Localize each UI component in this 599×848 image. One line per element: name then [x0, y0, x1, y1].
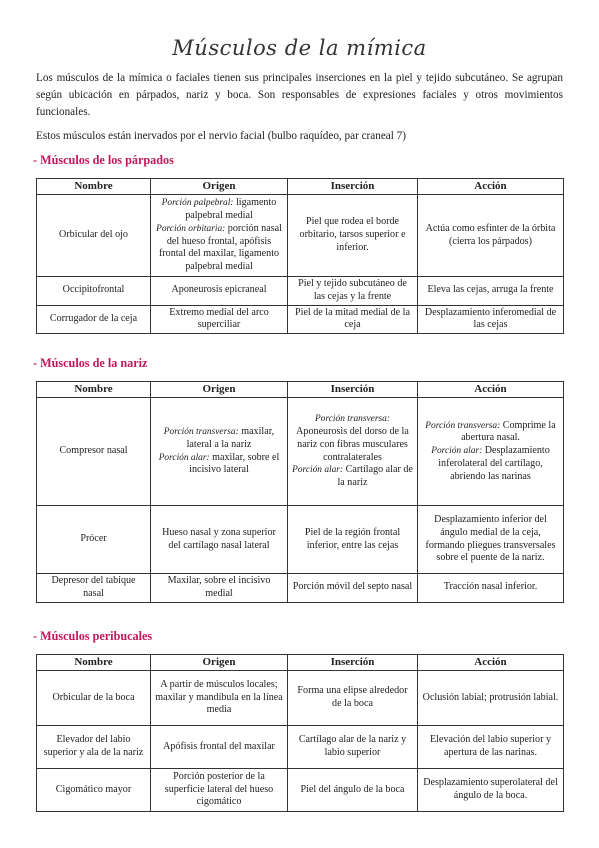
table-row	[37, 195, 564, 277]
cell-text: porción nasal del hueso frontal, apófisis frontal del maxilar, ligamento palpebral medial	[158, 222, 282, 273]
cell-insercion: Forma una elipse alrededor de la boca	[288, 671, 418, 726]
cell-nombre: Occipitofrontal	[37, 277, 151, 306]
header-insercion: Inserción	[288, 382, 418, 398]
portion-label: Porción alar:	[292, 465, 344, 476]
cell-nombre: Corrugador de la ceja	[37, 305, 151, 334]
table-row	[37, 506, 564, 574]
cell-insercion: Cartílago alar de la nariz y labio superior	[288, 726, 418, 769]
page-title: Músculos de la mímica	[172, 36, 427, 60]
portion-label: Porción transversa:	[425, 420, 501, 431]
section-title-nariz: - Músculos de la nariz	[33, 356, 148, 370]
cell-nombre: Elevador del labio superior y ala de la nariz	[37, 726, 151, 769]
cell-text: maxilar, lateral a la nariz	[186, 425, 275, 450]
cell-origen: Maxilar, sobre el incisivo medial	[151, 574, 288, 603]
cell-origen: Apófisis frontal del maxilar	[151, 726, 288, 769]
cell-nombre: Cigomático mayor	[37, 769, 151, 812]
section-title-peribucales: - Músculos peribucales	[33, 629, 153, 643]
cell-origen	[151, 398, 288, 506]
table-row	[37, 398, 564, 506]
cell-insercion: Piel que rodea el borde orbitario, tarsos superior e inferior.	[288, 195, 418, 277]
table-row	[37, 671, 564, 726]
cell-nombre: Prócer	[37, 506, 151, 574]
cell-origen: Hueso nasal y zona superior del cartílago nasal lateral	[151, 506, 288, 574]
header-insercion: Inserción	[288, 179, 418, 195]
table-row	[37, 277, 564, 306]
cell-insercion: Piel de la región frontal inferior, entre las cejas	[288, 506, 418, 574]
cell-origen: Aponeurosis epicraneal	[151, 277, 288, 306]
cell-origen: Porción posterior de la superficie lateral del hueso cigomático	[151, 769, 288, 812]
header-accion: Acción	[418, 655, 564, 671]
cell-insercion	[288, 398, 418, 506]
cell-accion: Elevación del labio superior y apertura de las narinas.	[418, 726, 564, 769]
table-nariz	[36, 381, 564, 603]
header-nombre: Nombre	[37, 179, 151, 195]
cell-insercion: Piel y tejido subcutáneo de las cejas y la frente	[288, 277, 418, 306]
table-header-row	[37, 655, 564, 671]
portion-label: Porción alar:	[158, 452, 210, 463]
header-insercion: Inserción	[288, 655, 418, 671]
portion-label: Porción transversa:	[163, 426, 239, 437]
table-row	[37, 305, 564, 334]
table-row	[37, 574, 564, 603]
cell-text: Comprime la abertura nasal.	[461, 419, 556, 444]
cell-accion: Oclusión labial; protrusión labial.	[418, 671, 564, 726]
portion-label: Porción palpebral:	[161, 198, 234, 209]
cell-text: maxilar, sobre el incisivo lateral	[189, 451, 280, 476]
cell-accion: Desplazamiento superolateral del ángulo de la boca.	[418, 769, 564, 812]
cell-text: ligamento palpebral medial	[185, 197, 277, 221]
cell-text: Desplazamiento inferolateral del cartílago, abriendo las narinas	[438, 445, 550, 482]
header-origen: Origen	[151, 179, 288, 195]
table-parpados	[36, 178, 564, 334]
intro-paragraph: Los músculos de la mímica o faciales tienen sus principales inserciones en la piel y tejido subcutáneo. Se agrupan según ubicación en párpados, nariz y boca. Son responsables de expresiones faciales y otros movimientos funcionales.	[36, 72, 563, 118]
table-header-row	[37, 179, 564, 195]
table-header-row	[37, 382, 564, 398]
header-accion: Acción	[418, 179, 564, 195]
portion-label: Porción orbitaria:	[156, 223, 226, 234]
cell-accion: Desplazamiento inferomedial de las cejas	[418, 305, 564, 334]
cell-accion	[418, 398, 564, 506]
cell-origen: A partir de músculos locales; maxilar y mandíbula en la línea media	[151, 671, 288, 726]
portion-label: Porción alar:	[431, 446, 483, 457]
cell-insercion: Piel del ángulo de la boca	[288, 769, 418, 812]
portion-label: Porción transversa:	[315, 414, 390, 425]
cell-nombre: Orbicular de la boca	[37, 671, 151, 726]
cell-origen: Extremo medial del arco superciliar	[151, 305, 288, 334]
header-origen: Origen	[151, 655, 288, 671]
cell-nombre: Depresor del tabique nasal	[37, 574, 151, 603]
header-nombre: Nombre	[37, 382, 151, 398]
table-row	[37, 726, 564, 769]
header-origen: Origen	[151, 382, 288, 398]
cell-origen	[151, 195, 288, 277]
cell-text: Aponeurosis del dorso de la nariz con fibras musculares contralaterales	[296, 425, 409, 463]
innervation-note: Estos músculos están inervados por el nervio facial (bulbo raquídeo, par craneal 7)	[36, 130, 406, 142]
header-nombre: Nombre	[37, 655, 151, 671]
cell-accion: Eleva las cejas, arruga la frente	[418, 277, 564, 306]
table-peribucales	[36, 654, 564, 812]
cell-nombre: Compresor nasal	[37, 398, 151, 506]
cell-accion: Actúa como esfínter de la órbita (cierra los párpados)	[418, 195, 564, 277]
cell-insercion: Piel de la mitad medial de la ceja	[288, 305, 418, 334]
cell-accion: Desplazamiento inferior del ángulo medial de la ceja, formando pliegues transversales sobre el puente de la nariz.	[418, 506, 564, 574]
section-title-parpados: - Músculos de los párpados	[33, 153, 174, 167]
header-accion: Acción	[418, 382, 564, 398]
cell-insercion: Porción móvil del septo nasal	[288, 574, 418, 603]
cell-accion: Tracción nasal inferior.	[418, 574, 564, 603]
table-row	[37, 769, 564, 812]
cell-nombre: Orbicular del ojo	[37, 195, 151, 277]
cell-text: Cartílago alar de la nariz	[337, 464, 413, 489]
